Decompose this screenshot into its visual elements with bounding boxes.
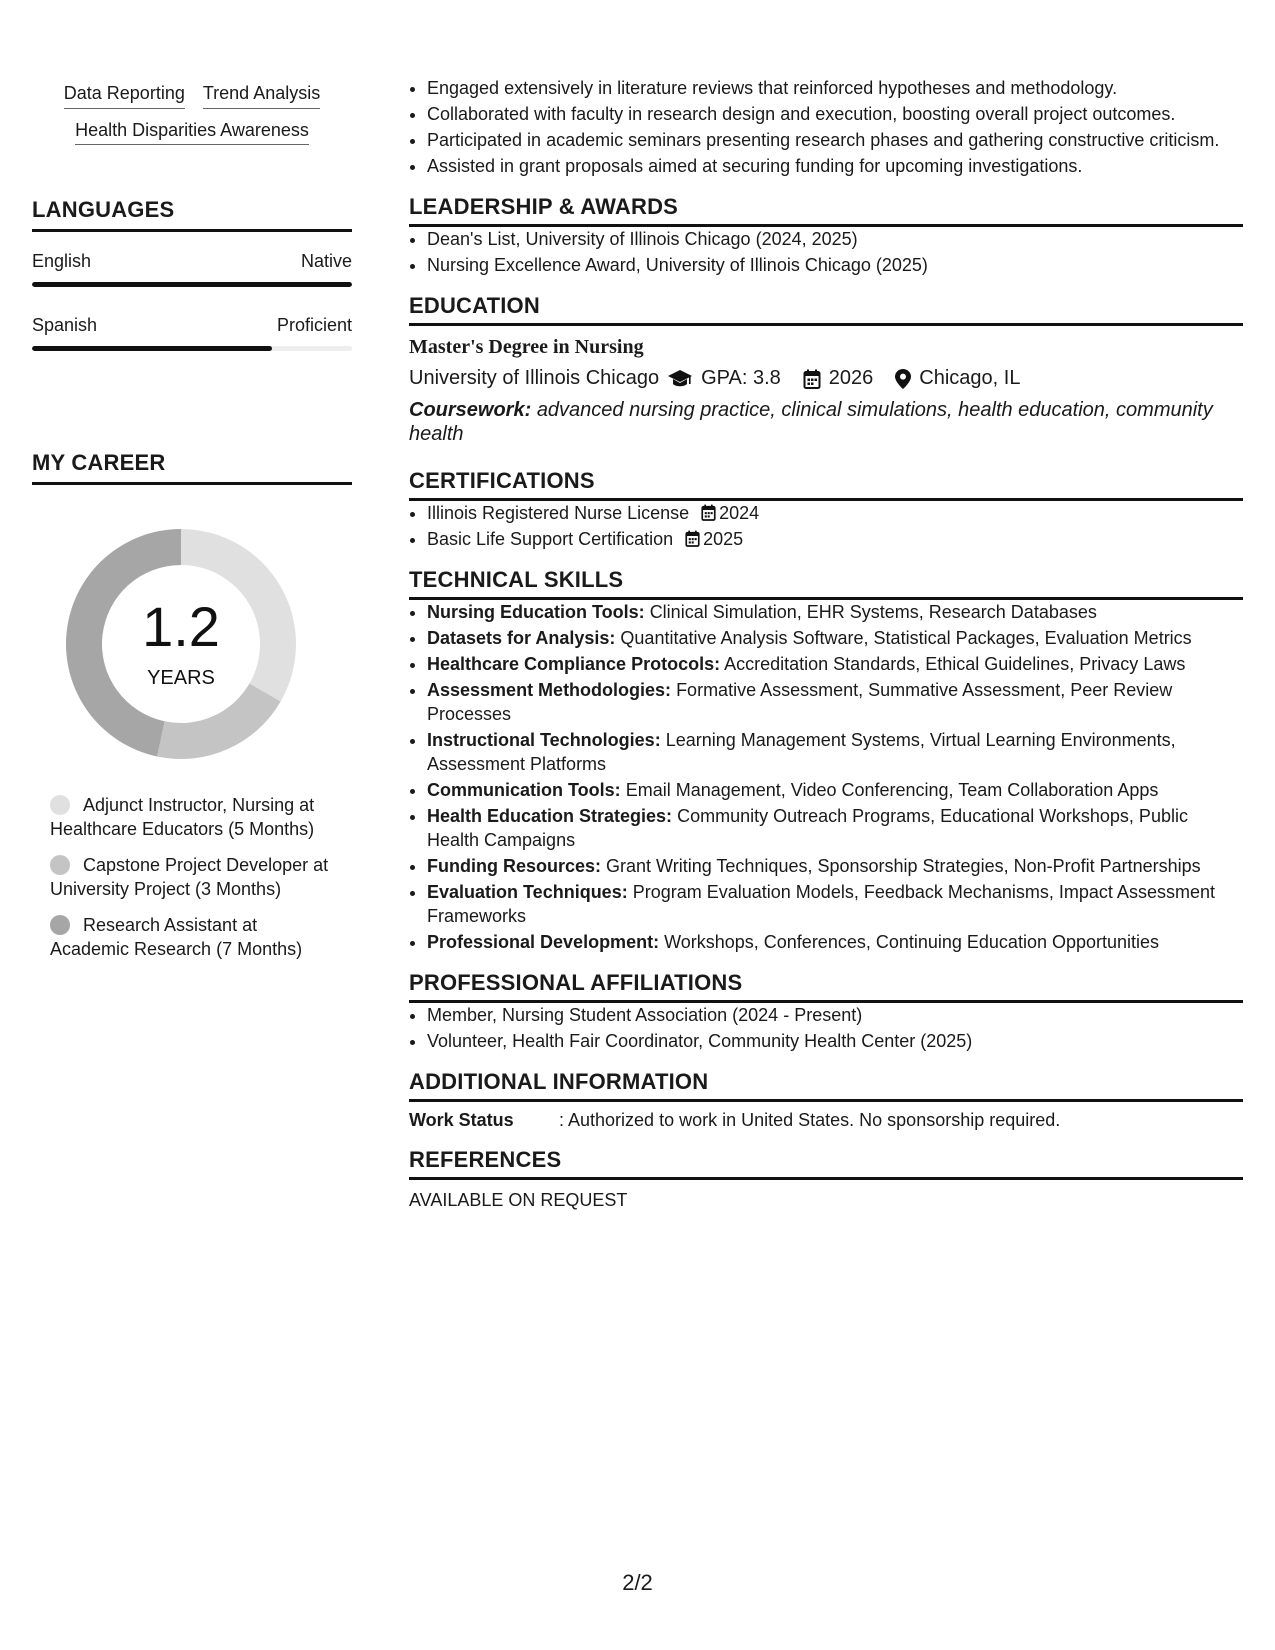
- gpa: GPA: 3.8: [701, 367, 781, 389]
- list-item: • Collaborated with faculty in research design and execution, boosting overall project outcomes.: [427, 102, 1243, 126]
- language-row: [32, 251, 352, 272]
- coursework-text: advanced nursing practice, clinical simulations, health education, community health: [409, 399, 1213, 445]
- work-status-value: : Authorized to work in United States. No sponsorship required.: [559, 1110, 1061, 1130]
- skill-values: Quantitative Analysis Software, Statistical Packages, Evaluation Metrics: [620, 628, 1192, 648]
- certification-year: 2025: [703, 529, 744, 549]
- skill-category: Evaluation Techniques:: [427, 882, 628, 902]
- career-item: [50, 793, 332, 841]
- skill-tag: Health Disparities Awareness: [75, 119, 309, 146]
- languages-section: [32, 197, 352, 351]
- references-heading: REFERENCES: [409, 1147, 1243, 1180]
- skill-item: [427, 678, 1243, 726]
- skill-category: Professional Development:: [427, 932, 660, 952]
- skill-category: Health Education Strategies:: [427, 806, 673, 826]
- language-name: Spanish: [32, 315, 98, 335]
- degree-title: Master's Degree in Nursing: [409, 336, 644, 358]
- languages-heading: LANGUAGES: [32, 197, 352, 232]
- leadership-list: [409, 227, 1243, 277]
- skill-item: [427, 728, 1243, 776]
- references-text: AVAILABLE ON REQUEST: [409, 1190, 628, 1210]
- skill-category: Healthcare Compliance Protocols:: [427, 654, 721, 674]
- language-bar: [32, 346, 352, 351]
- certification-name: Illinois Registered Nurse License: [427, 503, 690, 523]
- career-item-text: Research Assistant at Academic Research (7 Months): [50, 915, 303, 959]
- skill-values: Community Outreach Programs, Educational Workshops, Public Health Campaigns: [427, 806, 1188, 850]
- affiliations-list: [409, 1003, 1243, 1053]
- language-level: Native: [300, 251, 352, 271]
- skill-item: [427, 804, 1243, 852]
- certification-item: [427, 527, 1243, 551]
- skill-tag: Trend Analysis: [203, 82, 320, 109]
- skill-values: Clinical Simulation, EHR Systems, Research Databases: [649, 602, 1097, 622]
- certification-name: Basic Life Support Certification: [427, 529, 674, 549]
- career-section: [32, 450, 352, 973]
- calendar-icon: [685, 530, 700, 547]
- career-list: [32, 793, 352, 961]
- school-name: University of Illinois Chicago: [409, 367, 660, 389]
- sidebar: [32, 82, 352, 959]
- skill-category: Instructional Technologies:: [427, 730, 661, 750]
- language-row: [32, 315, 352, 336]
- language-level: Proficient: [276, 315, 352, 335]
- skill-values: Program Evaluation Models, Feedback Mechanisms, Impact Assessment Frameworks: [427, 882, 1215, 926]
- skill-values: Email Management, Video Conferencing, Team Collaboration Apps: [625, 780, 1159, 800]
- skill-category: Communication Tools:: [427, 780, 621, 800]
- skill-category: Funding Resources:: [427, 856, 602, 876]
- graduation-year: 2026: [828, 367, 874, 389]
- page-number: 2/2: [622, 1570, 653, 1595]
- work-status-label: Work Status: [409, 1110, 514, 1130]
- leadership-heading: LEADERSHIP & AWARDS: [409, 194, 1243, 227]
- technical-skills-heading: TECHNICAL SKILLS: [409, 567, 1243, 600]
- location: Chicago, IL: [919, 367, 1021, 389]
- skill-item: [427, 880, 1243, 928]
- list-item: • Engaged extensively in literature reviews that reinforced hypotheses and methodology.: [427, 76, 1243, 100]
- legend-dot-icon: [50, 915, 70, 935]
- certification-year: 2024: [719, 503, 760, 523]
- list-item: • Assisted in grant proposals aimed at securing funding for upcoming investigations.: [427, 154, 1243, 178]
- donut-segment: [157, 684, 281, 760]
- additional-info-heading: ADDITIONAL INFORMATION: [409, 1069, 1243, 1102]
- skill-item: [427, 854, 1243, 878]
- career-item: [50, 853, 332, 901]
- calendar-icon: [701, 504, 716, 521]
- graduation-cap-icon: [667, 369, 693, 389]
- skill-values: Formative Assessment, Summative Assessment, Peer Review Processes: [427, 680, 1173, 724]
- coursework-label: Coursework:: [409, 399, 532, 421]
- skill-item: [427, 778, 1243, 802]
- skill-item: [427, 930, 1243, 954]
- skill-values: Grant Writing Techniques, Sponsorship Strategies, Non-Profit Partnerships: [606, 856, 1201, 876]
- education-heading: EDUCATION: [409, 293, 1243, 326]
- career-donut-chart: [66, 529, 296, 759]
- affiliations-heading: PROFESSIONAL AFFILIATIONS: [409, 970, 1243, 1003]
- career-item: [50, 913, 332, 961]
- experience-bullets: [409, 76, 1243, 178]
- skill-item: [427, 600, 1243, 624]
- career-total-value: 1.2: [142, 595, 220, 658]
- career-item-text: Adjunct Instructor, Nursing at Healthcare Educators (5 Months): [50, 795, 315, 839]
- legend-dot-icon: [50, 795, 70, 815]
- skill-values: Learning Management Systems, Virtual Learning Environments, Assessment Platforms: [427, 730, 1176, 774]
- skill-tag: Data Reporting: [64, 82, 185, 109]
- map-pin-icon: [895, 369, 911, 389]
- list-item: • Volunteer, Health Fair Coordinator, Community Health Center (2025): [427, 1029, 1243, 1053]
- skill-category: Nursing Education Tools:: [427, 602, 645, 622]
- skill-values: Workshops, Conferences, Continuing Education Opportunities: [664, 932, 1160, 952]
- technical-skills-list: [409, 600, 1243, 954]
- list-item: • Nursing Excellence Award, University of Illinois Chicago (2025): [427, 253, 1243, 277]
- skill-category: Datasets for Analysis:: [427, 628, 616, 648]
- skill-item: [427, 652, 1243, 676]
- language-name: English: [32, 251, 92, 271]
- skill-category: Assessment Methodologies:: [427, 680, 672, 700]
- skill-tags: [32, 82, 352, 145]
- coursework: [409, 398, 1243, 446]
- main-column: [409, 76, 1243, 1211]
- certifications-heading: CERTIFICATIONS: [409, 468, 1243, 501]
- certifications-list: [409, 501, 1243, 551]
- certification-item: [427, 501, 1243, 525]
- education-details: [409, 367, 1243, 390]
- work-status-row: [409, 1110, 1243, 1131]
- skill-values: Accreditation Standards, Ethical Guidelines, Privacy Laws: [724, 654, 1186, 674]
- calendar-icon: [803, 369, 821, 389]
- career-item-text: Capstone Project Developer at University Project (3 Months): [50, 855, 329, 899]
- career-total-unit: YEARS: [147, 667, 215, 689]
- skill-item: [427, 626, 1243, 650]
- list-item: • Dean's List, University of Illinois Chicago (2024, 2025): [427, 227, 1243, 251]
- list-item: • Participated in academic seminars presenting research phases and gathering constructive criticism.: [427, 128, 1243, 152]
- career-heading: MY CAREER: [32, 450, 352, 485]
- language-bar-fill: [32, 346, 272, 351]
- list-item: • Member, Nursing Student Association (2024 - Present): [427, 1003, 1243, 1027]
- legend-dot-icon: [50, 855, 70, 875]
